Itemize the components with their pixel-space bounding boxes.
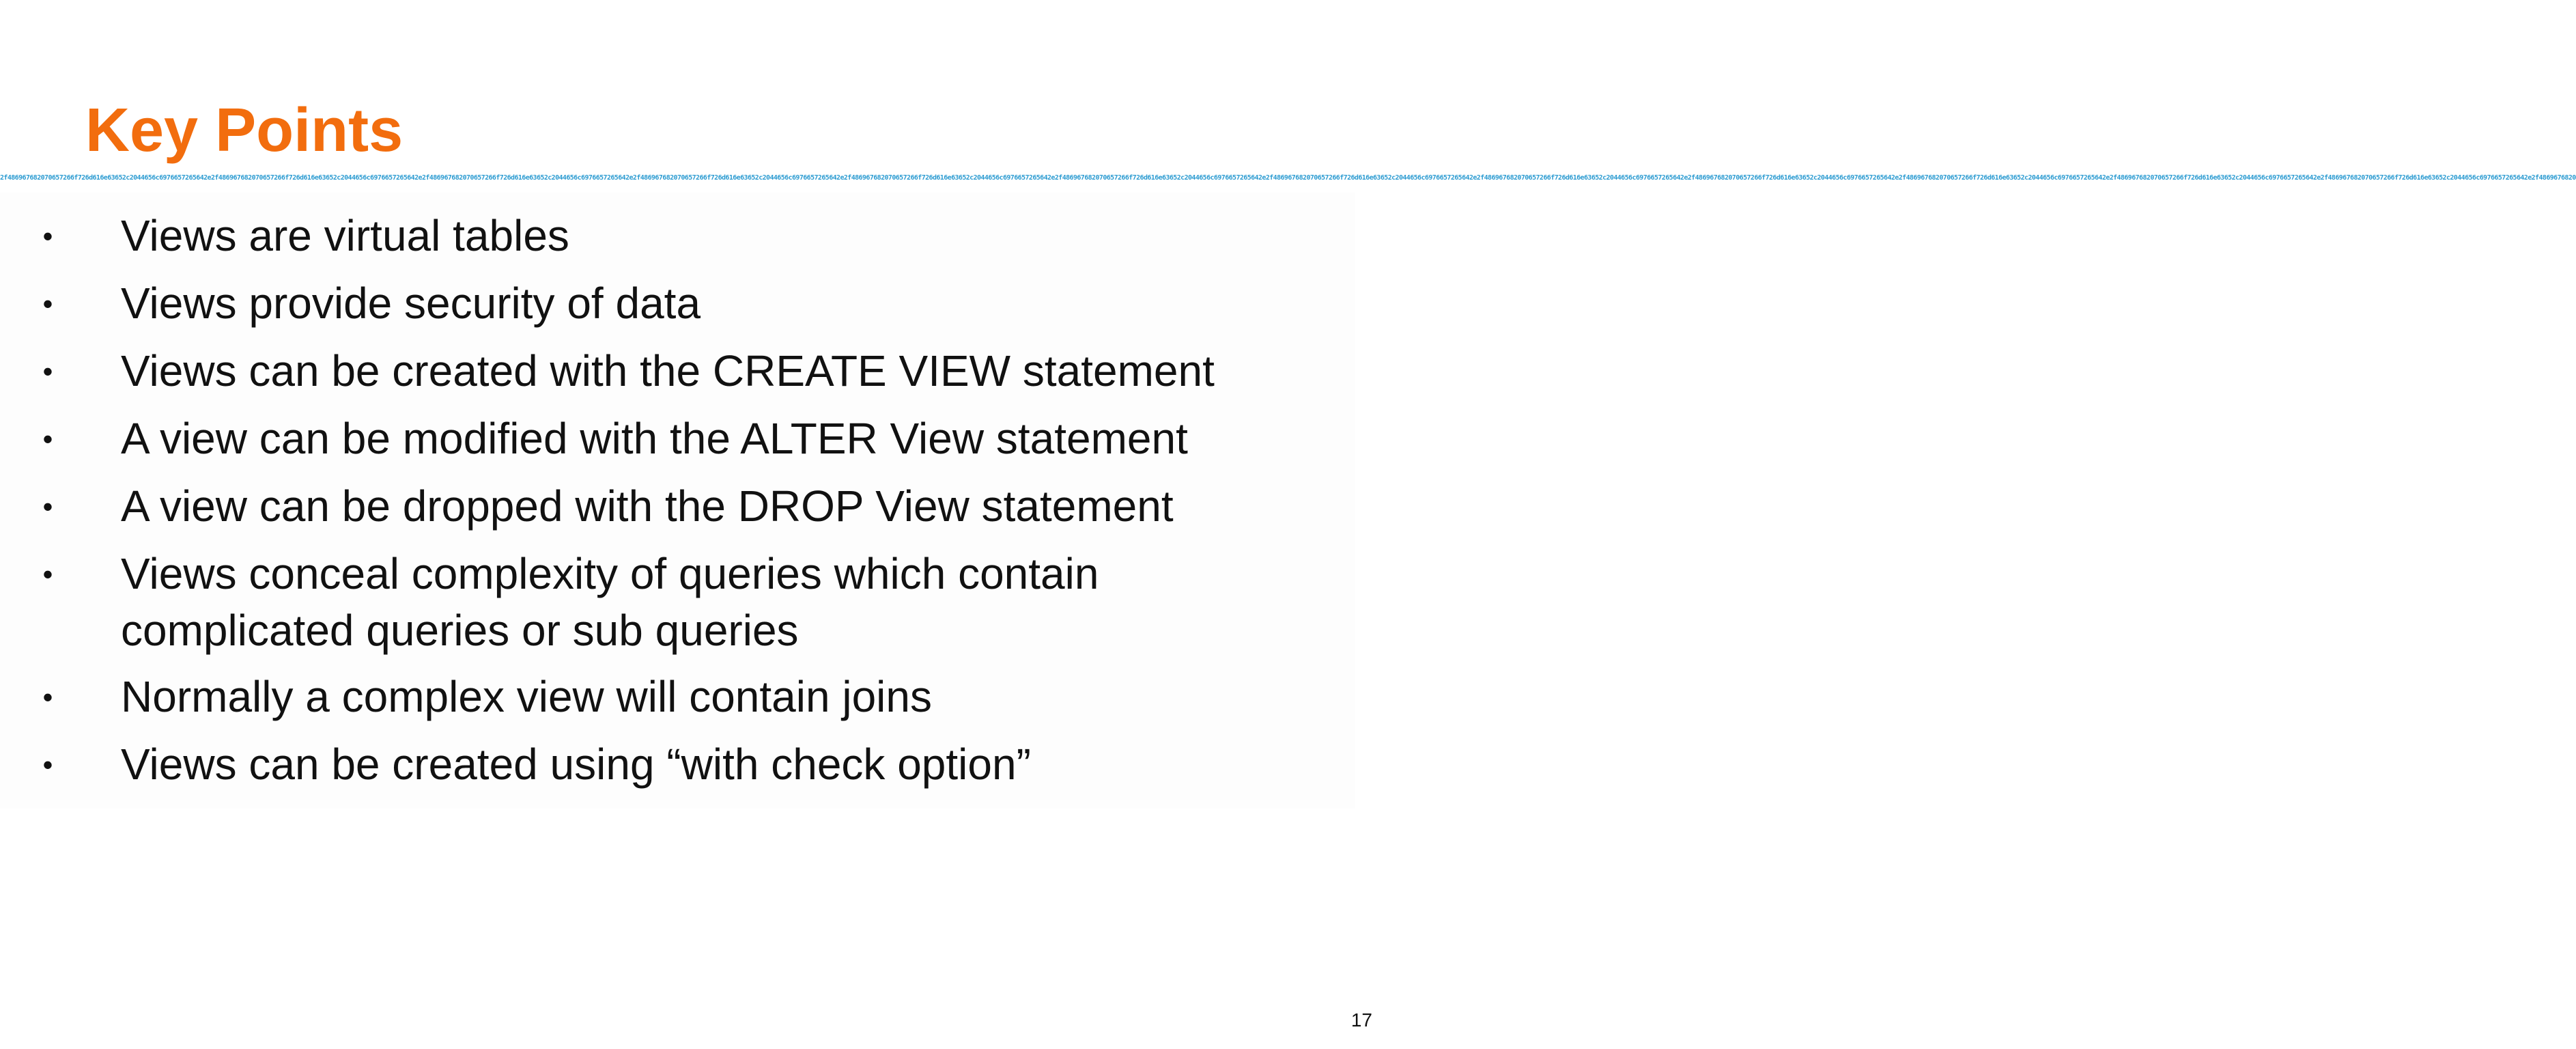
bullet-item-conceal-complexity bbox=[0, 546, 1398, 669]
bullet-item-create-view bbox=[0, 343, 1398, 410]
bullet-item-views-security bbox=[0, 275, 1398, 343]
bullet-text: Views conceal complexity of queries which contain complicated queries or sub queries bbox=[121, 549, 1099, 655]
bullet-text: Views are virtual tables bbox=[121, 211, 569, 260]
key-points-list bbox=[0, 208, 1398, 804]
bullet-icon: • bbox=[42, 490, 53, 522]
bullet-item-drop-view bbox=[0, 478, 1398, 546]
hex-watermark-band: 2f486967682070657266f726d616e63652c2044656c6976657265642e2f486967682070657266f726d616e63652c2044656c6976657265642e2f486967682070657266f726d616e63652c2044656c6976657265642e2f486967682070657266f726d616e63652c2044656c6976657265642e2f486967682070657266f726d616e63652c2044656c6976657265642e2f486967682070657266f726d616e63652c2044656c6976657265642e2f486967682070657266f726d616e63652c2044656c6976657265642e2f486967682070657266f726d616e63652c2044656c6976657265642e2f486967682070657266f726d616e63652c2044656c6976657265642e2f486967682070657266f726d616e63652c2044656c6976657265642e2f486967682070657266f726d616e63652c2044656c6976657265642e2f486967682070657266f726d616e63652c2044656c6976657265642e2f4869676820 bbox=[0, 174, 2576, 182]
slide-title: Key Points bbox=[85, 96, 404, 165]
bullet-item-views-virtual-tables bbox=[0, 208, 1398, 275]
bullet-text: Normally a complex view will contain joins bbox=[121, 672, 932, 721]
bullet-item-check-option bbox=[0, 736, 1398, 804]
bullet-icon: • bbox=[42, 355, 53, 387]
bullet-icon: • bbox=[42, 423, 53, 455]
page-number: 17 bbox=[1350, 1009, 1372, 1031]
bullet-text: Views provide security of data bbox=[121, 279, 701, 328]
bullet-text: A view can be dropped with the DROP View statement bbox=[121, 481, 1174, 531]
bullet-text: Views can be created with the CREATE VIEW statement bbox=[121, 346, 1215, 395]
bullet-item-alter-view bbox=[0, 410, 1398, 478]
bullet-icon: • bbox=[42, 558, 53, 590]
bullet-icon: • bbox=[42, 220, 53, 252]
bullet-icon: • bbox=[42, 681, 53, 713]
bullet-icon: • bbox=[42, 288, 53, 320]
bullet-text: A view can be modified with the ALTER View statement bbox=[121, 414, 1188, 463]
bullet-icon: • bbox=[42, 749, 53, 781]
bullet-item-complex-view-joins bbox=[0, 669, 1398, 736]
bullet-text: Views can be created using “with check option” bbox=[121, 740, 1031, 789]
